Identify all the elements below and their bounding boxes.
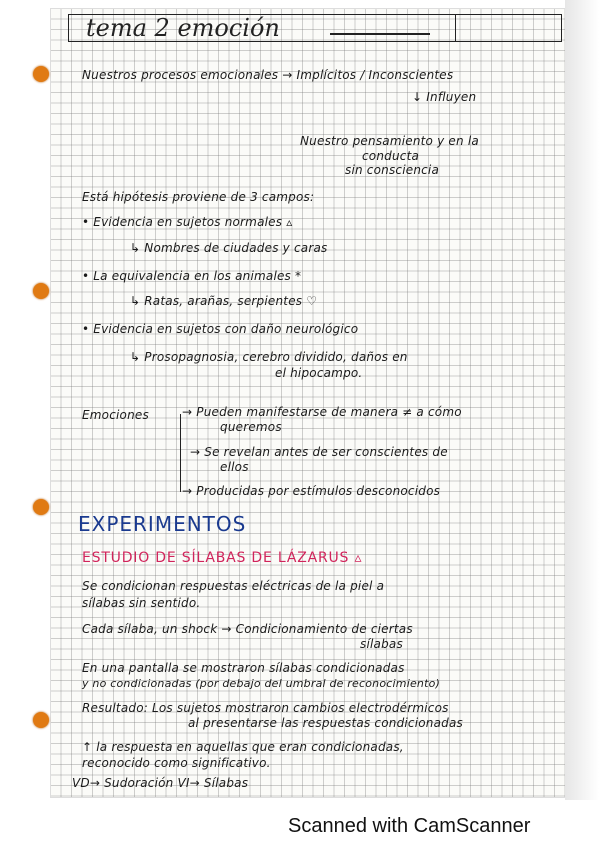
note-line: → Producidas por estímulos desconocidos: [182, 484, 441, 498]
note-line: conducta: [362, 149, 420, 163]
binder-hole: [33, 499, 49, 515]
section-heading: EXPERIMENTOS: [78, 512, 247, 536]
note-line: y no condicionadas (por debajo del umbral de reconocimiento): [82, 677, 441, 690]
title-divider: [455, 14, 456, 42]
note-line: Se condicionan respuestas eléctricas de la piel a: [82, 579, 385, 593]
binder-hole: [33, 712, 49, 728]
note-line: ellos: [220, 460, 249, 474]
bracket-line: [180, 414, 181, 492]
note-line: ↳ Nombres de ciudades y caras: [130, 241, 328, 255]
note-line: Resultado: Los sujetos mostraron cambios electrodérmicos: [82, 701, 449, 715]
scanner-watermark: Scanned with CamScanner: [288, 815, 531, 837]
note-line: Nuestros procesos emocionales → Implícitos / Inconscientes: [82, 68, 454, 82]
binder-hole: [33, 283, 49, 299]
note-line: queremos: [220, 420, 282, 434]
title-underline: [330, 33, 430, 35]
page-title: tema 2 emoción: [86, 14, 280, 42]
binder-hole: [33, 66, 49, 82]
note-line: ↳ Prosopagnosia, cerebro dividido, daños en: [130, 350, 408, 364]
note-line: al presentarse las respuestas condicionadas: [188, 716, 463, 730]
note-line: el hipocampo.: [275, 366, 363, 380]
note-line: • Evidencia en sujetos normales ▵: [82, 215, 293, 229]
note-line: reconocido como significativo.: [82, 756, 271, 770]
note-line: Nuestro pensamiento y en la: [300, 134, 479, 148]
note-line: ↑ la respuesta en aquellas que eran condicionadas,: [82, 740, 404, 754]
note-line: sílabas sin sentido.: [82, 596, 201, 610]
note-line: ↓ Influyen: [412, 90, 477, 104]
note-line: Emociones: [82, 408, 149, 422]
note-line: sílabas: [360, 637, 403, 651]
note-line: • Evidencia en sujetos con daño neurológico: [82, 322, 359, 336]
note-line: Está hipótesis proviene de 3 campos:: [82, 190, 315, 204]
page-edge-shadow: [565, 0, 599, 800]
note-line: Cada sílaba, un shock → Condicionamiento de ciertas: [82, 622, 413, 636]
subsection-heading: ESTUDIO DE SÍLABAS DE LÁZARUS ▵: [82, 550, 363, 566]
note-line: sin consciencia: [345, 163, 440, 177]
note-line: → Pueden manifestarse de manera ≠ a cómo: [182, 405, 462, 419]
page-margin: [0, 0, 52, 800]
note-line: ↳ Ratas, arañas, serpientes ♡: [130, 294, 318, 308]
note-line: → Se revelan antes de ser conscientes de: [190, 445, 448, 459]
note-line: VD→ Sudoración VI→ Sílabas: [72, 776, 249, 790]
note-line: • La equivalencia en los animales *: [82, 269, 302, 283]
note-line: En una pantalla se mostraron sílabas condicionadas: [82, 661, 405, 675]
